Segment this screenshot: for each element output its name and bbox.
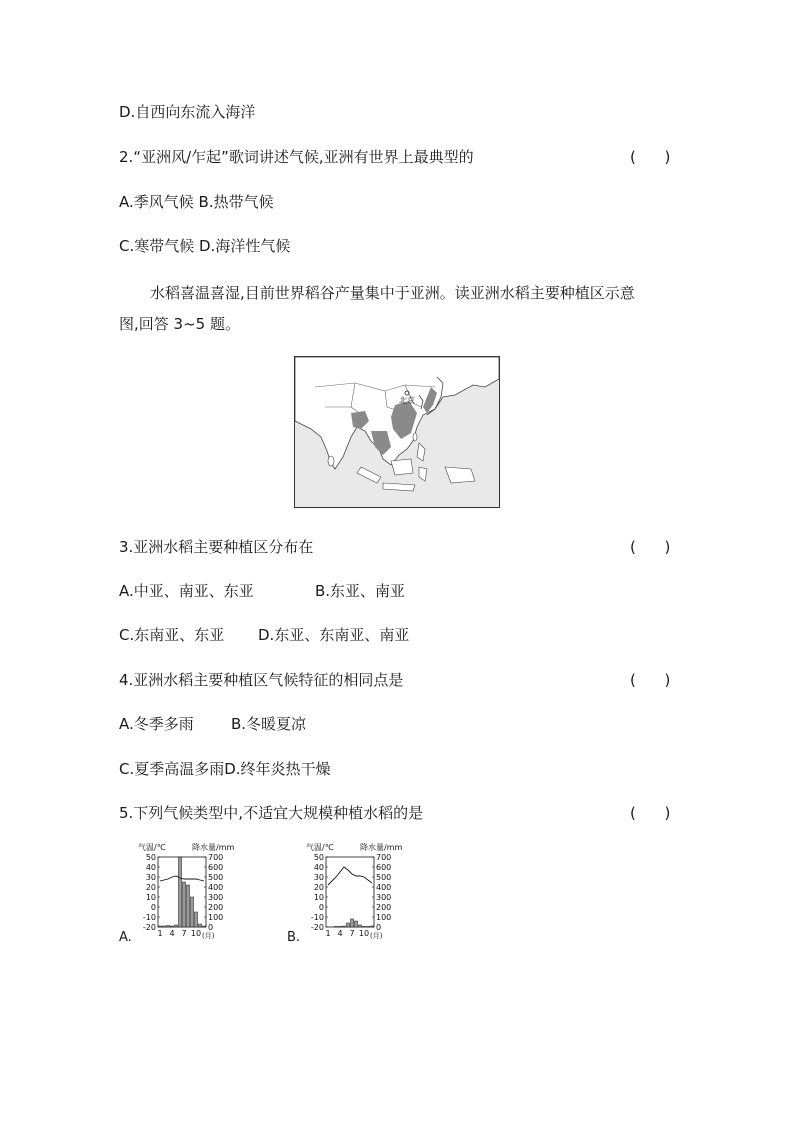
q2-stem: 2.“亚洲风/乍起”歌词讲述气候,亚洲有世界上最典型的 [119,148,474,166]
chart-b-precip-bar [347,923,350,927]
q4-stem: 4.亚洲水稻主要种植区气候特征的相同点是 [119,671,404,689]
chart-b-precip-bar [371,926,374,927]
q4-option-b: B.冬暖夏凉 [231,715,307,733]
q3-option-a: A.中亚、南亚、东亚 [119,582,254,600]
chart-a-x-tick: 10 [190,929,202,938]
chart-a-right-tick: 700 [208,853,224,862]
chart-a-precip-bar [187,885,190,927]
chart-a-right-tick: 400 [208,883,224,892]
chart-b-x-tick: 1 [325,929,331,938]
asia-rice-map [294,356,500,508]
q3-option-c: C.东南亚、东亚 [119,626,225,644]
chart-b-x-tick: 4 [337,929,343,938]
chart-b-precip-bar [367,927,370,928]
chart-a-precip-bar [179,857,182,927]
chart-a-right-tick: 500 [208,873,224,882]
chart-a-x-unit: (月) [202,932,215,940]
chart-b-precip-bar [343,926,346,927]
chart-a-precip-bar [183,882,186,927]
chart-b-precip-bar [359,925,362,927]
chart-a-precip-bar [191,897,194,927]
chart-b-x-tick: 7 [349,929,355,938]
chart-b-left-tick: 20 [313,883,324,892]
chart-a-precip-bar [199,924,202,927]
chart-a-ylabel-left: 气温/℃ [138,843,166,852]
chart-b-left-tick: 40 [313,863,324,872]
chart-b-left-tick: 0 [318,903,324,912]
chart-b-left-tick: -10 [310,913,324,922]
q3-option-d: D.东亚、东南亚、南亚 [258,626,410,644]
chart-a-precip-bar [167,926,170,928]
chart-a-right-tick: 0 [208,923,214,932]
chart-b-left-tick: 10 [313,893,324,902]
intro-line-2: 图,回答 3~5 题。 [119,315,240,333]
chart-a-precip-bar [203,926,206,927]
climate-chart-b [304,842,424,948]
chart-b-right-tick: 200 [376,903,392,912]
q2-answer-paren[interactable]: ( ) [630,148,671,166]
chart-b-precip-bar [363,927,366,928]
q2-options-ab: A.季风气候 B.热带气候 [119,193,274,211]
beijing-label: 北京 [399,396,415,405]
q5-option-b-label: B. [287,930,301,945]
climate-chart-b-svg [304,842,424,944]
chart-a-left-tick: 50 [145,853,156,862]
chart-b-right-tick: 400 [376,883,392,892]
chart-a-precip-bar [163,926,166,927]
chart-b-precip-bar [355,921,358,927]
chart-b-right-tick: 600 [376,863,392,872]
chart-b-ylabel-right: 降水量/mm [360,843,403,852]
chart-b-precip-bar [351,919,354,927]
chart-a-left-tick: -20 [142,923,156,932]
q4-option-a: A.冬季多雨 [119,715,194,733]
chart-a-left-tick: 40 [145,863,156,872]
chart-b-precip-bar [335,927,338,928]
chart-a-left-tick: 30 [145,873,156,882]
q4-options-cd: C.夏季高温多雨D.终年炎热干燥 [119,760,331,778]
chart-b-left-tick: 50 [313,853,324,862]
q2-options-cd: C.寒带气候 D.海洋性气候 [119,237,291,255]
chart-a-ylabel-right: 降水量/mm [192,843,235,852]
chart-a-right-tick: 200 [208,903,224,912]
chart-b-right-tick: 0 [376,923,382,932]
chart-a-plot-frame [158,857,206,927]
chart-a-precip-bar [195,912,198,927]
climate-chart-a [136,842,256,948]
chart-a-x-tick: 1 [157,929,163,938]
chart-b-right-tick: 700 [376,853,392,862]
chart-b-temperature-line [328,867,372,885]
chart-b-right-tick: 100 [376,913,392,922]
q3-answer-paren[interactable]: ( ) [630,538,671,556]
chart-a-left-tick: 20 [145,883,156,892]
chart-b-right-tick: 500 [376,873,392,882]
chart-a-left-tick: 10 [145,893,156,902]
q1-option-d: D.自西向东流入海洋 [119,103,256,121]
chart-a-x-tick: 7 [181,929,187,938]
chart-b-left-tick: 30 [313,873,324,882]
chart-a-precip-bar [171,926,174,927]
chart-b-ylabel-left: 气温/℃ [306,843,334,852]
chart-a-temperature-line [160,876,204,881]
climate-chart-a-svg [136,842,256,944]
q5-stem: 5.下列气候类型中,不适宜大规模种植水稻的是 [119,804,424,822]
chart-a-x-tick: 4 [169,929,175,938]
chart-a-precip-bar [159,926,162,927]
chart-a-right-tick: 600 [208,863,224,872]
chart-a-left-tick: 0 [150,903,156,912]
q3-stem: 3.亚洲水稻主要种植区分布在 [119,538,314,556]
q5-answer-paren[interactable]: ( ) [630,804,671,822]
chart-b-left-tick: -20 [310,923,324,932]
chart-b-right-tick: 300 [376,893,392,902]
q4-answer-paren[interactable]: ( ) [630,671,671,689]
chart-b-x-tick: 10 [358,929,370,938]
chart-a-right-tick: 100 [208,913,224,922]
chart-b-precip-bar [339,927,342,928]
q5-option-a-label: A. [119,930,132,945]
chart-a-right-tick: 300 [208,893,224,902]
q3-option-b: B.东亚、南亚 [315,582,406,600]
chart-a-left-tick: -10 [142,913,156,922]
chart-b-x-unit: (月) [370,932,383,940]
chart-a-precip-bar [175,925,178,927]
chart-b-plot-frame [326,857,374,927]
intro-line-1: 水稻喜温喜湿,目前世界稻谷产量集中于亚洲。读亚洲水稻主要种植区示意 [150,284,635,302]
